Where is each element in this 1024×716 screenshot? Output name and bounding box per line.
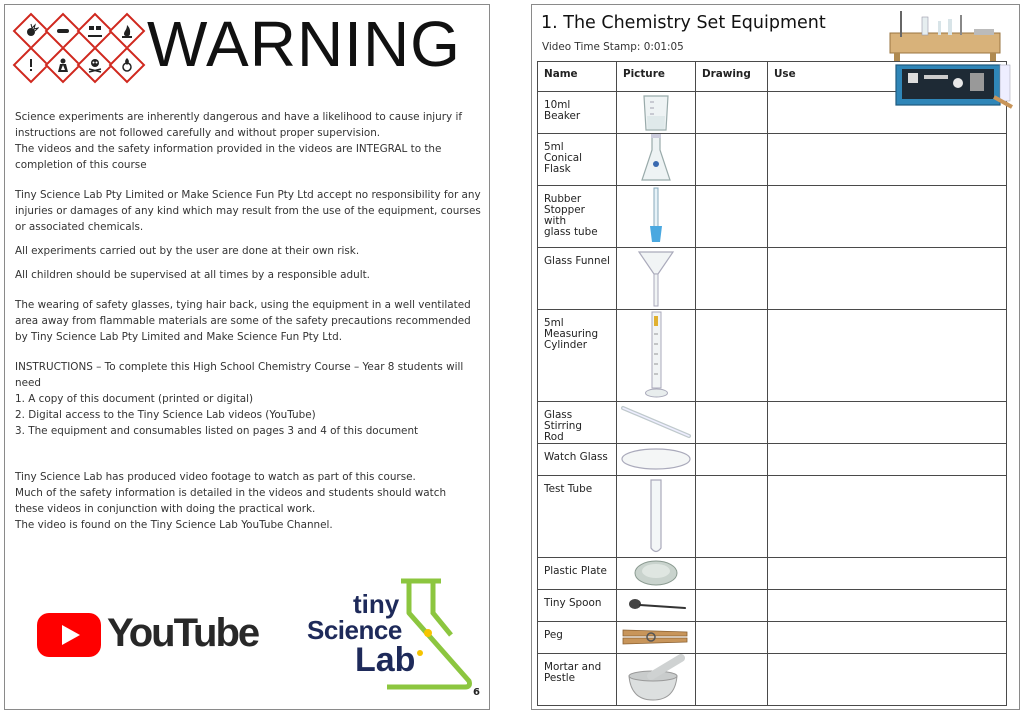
paragraph: Science experiments are inherently dangerous and have a likelihood to cause injury if instructions are not followed carefully and without proper supervision. bbox=[15, 111, 463, 139]
chemistry-set-photo bbox=[882, 7, 1014, 111]
drawing-cell[interactable] bbox=[696, 402, 768, 444]
instruction-item: 1. A copy of this document (printed or digital) bbox=[15, 393, 254, 405]
equipment-name: Peg bbox=[538, 622, 617, 654]
table-row bbox=[538, 654, 1007, 706]
paragraph: Tiny Science Lab Pty Limited or Make Science Fun Pty Ltd accept no responsibility for any injuries or damages of any kind which may result from the use of the equipment, courses or associated chemicals. bbox=[15, 189, 481, 233]
instruction-item: 3. The equipment and consumables listed on pages 3 and 4 of this document bbox=[15, 425, 419, 437]
warning-text bbox=[15, 109, 481, 533]
column-header-picture: Picture bbox=[617, 62, 696, 92]
tiny-science-lab-logo bbox=[301, 573, 477, 693]
logo-word-lab: Lab bbox=[355, 641, 416, 679]
glass-funnel-icon bbox=[636, 248, 676, 308]
youtube-logo bbox=[37, 609, 259, 661]
equipment-picture bbox=[617, 444, 696, 476]
peg-icon bbox=[621, 622, 691, 652]
equipment-name: Tiny Spoon bbox=[538, 590, 617, 622]
watch-glass-icon bbox=[619, 444, 693, 474]
drawing-cell[interactable] bbox=[696, 248, 768, 310]
plastic-plate-icon bbox=[631, 558, 681, 588]
drawing-cell[interactable] bbox=[696, 558, 768, 590]
equipment-picture bbox=[617, 558, 696, 590]
equipment-picture bbox=[617, 590, 696, 622]
table-row bbox=[538, 248, 1007, 310]
table-row bbox=[538, 186, 1007, 248]
logo-word-tiny: tiny bbox=[353, 589, 400, 619]
beaker-icon bbox=[636, 92, 676, 132]
column-header-drawing: Drawing bbox=[696, 62, 768, 92]
youtube-play-icon bbox=[37, 613, 101, 657]
right-page bbox=[531, 4, 1020, 710]
video-note-line: The video is found on the Tiny Science Lab YouTube Channel. bbox=[15, 519, 333, 531]
use-cell[interactable] bbox=[768, 310, 1007, 402]
equipment-picture bbox=[617, 402, 696, 444]
drawing-cell[interactable] bbox=[696, 476, 768, 558]
column-header-use: Use bbox=[768, 62, 1007, 92]
equipment-name: 5ml Conical Flask bbox=[538, 134, 617, 186]
table-row bbox=[538, 476, 1007, 558]
use-cell[interactable] bbox=[768, 402, 1007, 444]
hazard-symbols bbox=[13, 13, 145, 81]
warning-title: WARNING bbox=[147, 8, 461, 80]
paragraph: The videos and the safety information provided in the videos are INTEGRAL to the completion of this course bbox=[15, 143, 442, 171]
equipment-picture bbox=[617, 248, 696, 310]
table-row bbox=[538, 558, 1007, 590]
use-cell[interactable] bbox=[768, 248, 1007, 310]
equipment-name: Glass Funnel bbox=[538, 248, 617, 310]
use-cell[interactable] bbox=[768, 134, 1007, 186]
table-row bbox=[538, 590, 1007, 622]
video-note-line: Much of the safety information is detailed in the videos and students should watch bbox=[15, 487, 447, 499]
equipment-picture bbox=[617, 310, 696, 402]
equipment-name: Test Tube bbox=[538, 476, 617, 558]
equipment-picture bbox=[617, 476, 696, 558]
equipment-picture bbox=[617, 92, 696, 134]
mortar-pestle-icon bbox=[623, 654, 689, 704]
video-note-line: Tiny Science Lab has produced video footage to watch as part of this course. bbox=[15, 471, 416, 483]
flammable-hazard-icon bbox=[109, 13, 146, 50]
equipment-picture bbox=[617, 622, 696, 654]
youtube-logo-text: YouTube bbox=[107, 611, 259, 655]
use-cell[interactable] bbox=[768, 654, 1007, 706]
instruction-item: 2. Digital access to the Tiny Science Lab videos (YouTube) bbox=[15, 409, 316, 421]
use-cell[interactable] bbox=[768, 444, 1007, 476]
equipment-picture bbox=[617, 186, 696, 248]
page-number: 6 bbox=[473, 687, 480, 698]
logo-word-science: Science bbox=[307, 615, 402, 645]
equipment-name: Watch Glass bbox=[538, 444, 617, 476]
equipment-name: Plastic Plate bbox=[538, 558, 617, 590]
table-row bbox=[538, 134, 1007, 186]
equipment-name: 5ml Measuring Cylinder bbox=[538, 310, 617, 402]
video-timestamp: Video Time Stamp: 0:01:05 bbox=[542, 41, 684, 53]
drawing-cell[interactable] bbox=[696, 310, 768, 402]
drawing-cell[interactable] bbox=[696, 444, 768, 476]
measuring-cylinder-icon bbox=[636, 310, 676, 400]
rubber-stopper-icon bbox=[641, 186, 671, 246]
use-cell[interactable] bbox=[768, 590, 1007, 622]
drawing-cell[interactable] bbox=[696, 654, 768, 706]
column-header-name: Name bbox=[538, 62, 617, 92]
video-note-line: these videos in conjunction with doing the practical work. bbox=[15, 503, 316, 515]
equipment-table bbox=[537, 61, 1007, 706]
table-row bbox=[538, 622, 1007, 654]
tiny-spoon-icon bbox=[623, 590, 689, 620]
equipment-picture bbox=[617, 134, 696, 186]
conical-flask-icon bbox=[636, 134, 676, 184]
paragraph: All experiments carried out by the user are done at their own risk. bbox=[15, 245, 360, 257]
paragraph: All children should be supervised at all times by a responsible adult. bbox=[15, 269, 370, 281]
drawing-cell[interactable] bbox=[696, 590, 768, 622]
table-row bbox=[538, 444, 1007, 476]
equipment-picture bbox=[617, 654, 696, 706]
use-cell[interactable] bbox=[768, 186, 1007, 248]
paragraph: The wearing of safety glasses, tying hair back, using the equipment in a well ventilated area away from flammable materials are some of the safety precautions recommended by Tiny Science Lab Pty Limited and Make Science Fun Pty Ltd. bbox=[15, 299, 471, 343]
drawing-cell[interactable] bbox=[696, 92, 768, 134]
drawing-cell[interactable] bbox=[696, 186, 768, 248]
table-row bbox=[538, 310, 1007, 402]
equipment-name: Glass Stirring Rod bbox=[538, 402, 617, 444]
stirring-rod-icon bbox=[619, 402, 693, 442]
test-tube-icon bbox=[641, 476, 671, 556]
table-row bbox=[538, 402, 1007, 444]
left-page bbox=[4, 4, 490, 710]
equipment-name: Rubber Stopper with glass tube bbox=[538, 186, 617, 248]
equipment-name: 10ml Beaker bbox=[538, 92, 617, 134]
section-title: 1. The Chemistry Set Equipment bbox=[541, 13, 826, 33]
oxidizing-hazard-icon bbox=[109, 47, 146, 84]
instructions-heading: INSTRUCTIONS – To complete this High School Chemistry Course – Year 8 students will need bbox=[15, 361, 464, 389]
drawing-cell[interactable] bbox=[696, 622, 768, 654]
drawing-cell[interactable] bbox=[696, 134, 768, 186]
use-cell[interactable] bbox=[768, 558, 1007, 590]
use-cell[interactable] bbox=[768, 476, 1007, 558]
use-cell[interactable] bbox=[768, 622, 1007, 654]
equipment-name: Mortar and Pestle bbox=[538, 654, 617, 706]
